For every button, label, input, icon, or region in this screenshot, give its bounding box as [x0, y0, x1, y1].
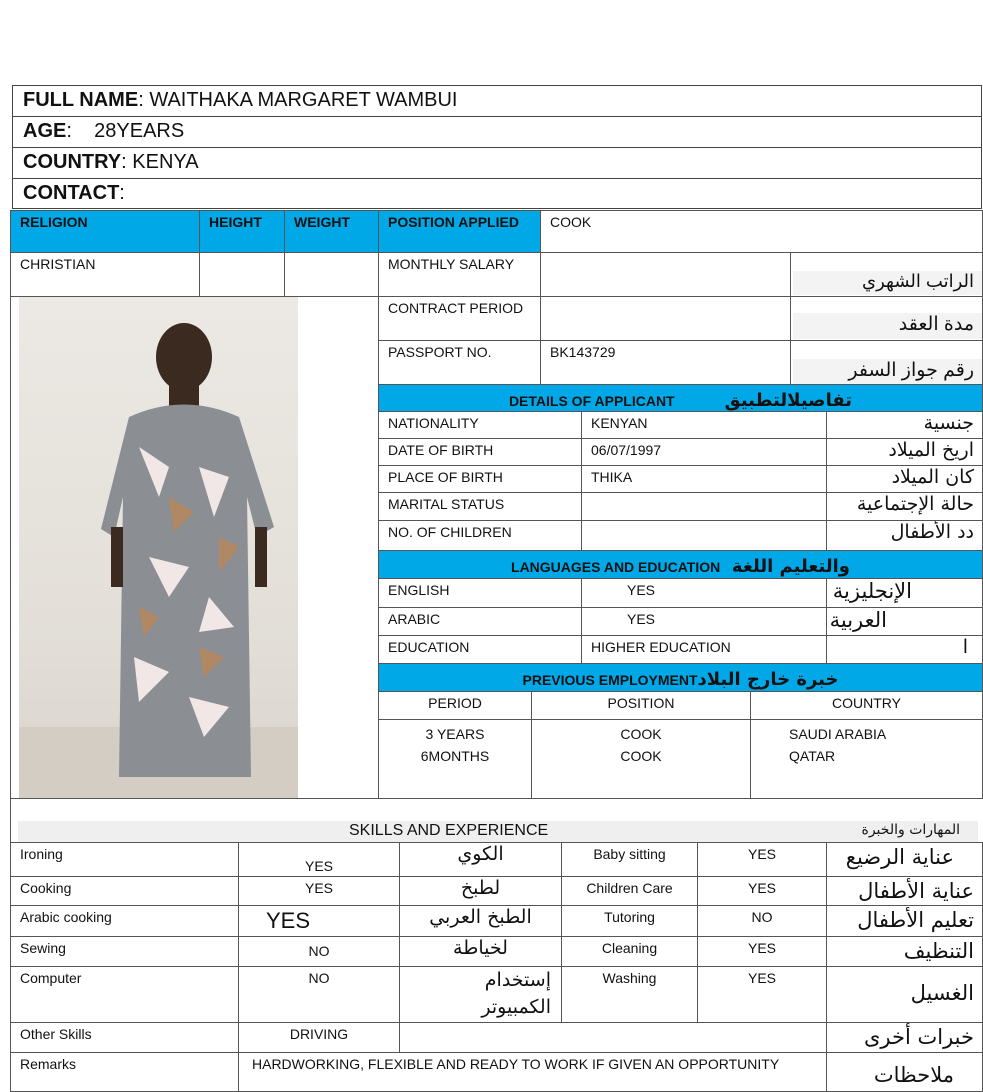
period-header: PERIOD: [378, 691, 532, 720]
children-ar: دد الأطفال: [826, 520, 983, 551]
passport-ar: رقم جواز السفر: [793, 359, 982, 385]
skill2-label: Tutoring: [561, 905, 698, 937]
employment-title-ar: خبرة خارج البلاد: [697, 669, 839, 690]
remarks-ar: ملاحظات: [826, 1052, 983, 1092]
skill-ar: لخياطة: [399, 936, 562, 967]
dob-ar: اريخ الميلاد: [826, 438, 983, 466]
education-value: HIGHER EDUCATION: [581, 635, 827, 664]
country-value: QATAR: [789, 748, 836, 764]
salary-ar: الراتب الشهري: [793, 271, 982, 295]
passport-label: PASSPORT NO.: [378, 340, 541, 385]
religion-value: CHRISTIAN: [10, 252, 200, 297]
languages-title-ar: والتعليم اللغة: [731, 556, 850, 577]
arabic-value: YES: [581, 607, 827, 636]
position-value: COOK: [620, 726, 662, 742]
remarks-label: Remarks: [10, 1052, 239, 1092]
skill-ar: الكوي: [399, 842, 562, 877]
contact-row: CONTACT:: [12, 178, 982, 209]
skill2-value: YES: [697, 936, 827, 967]
skill-label: Computer: [10, 966, 239, 1023]
skill-value: YES: [238, 905, 400, 937]
marital-label: MARITAL STATUS: [378, 492, 582, 521]
other-skills-value: DRIVING: [238, 1022, 400, 1053]
position-value: COOK: [620, 748, 662, 764]
age-value: 28YEARS: [94, 120, 185, 142]
skill2-ar: عناية الرضيع: [826, 842, 983, 877]
emp-country-header: COUNTRY: [750, 691, 983, 720]
marital-ar: حالة الإجتماعية: [826, 492, 983, 521]
nationality-value: KENYAN: [581, 411, 827, 439]
skill2-label: Children Care: [561, 876, 698, 906]
other-skills-ar: خبرات أخرى: [826, 1022, 983, 1053]
pob-label: PLACE OF BIRTH: [378, 465, 582, 493]
age-label: AGE: [23, 120, 67, 142]
other-skills-label: Other Skills: [10, 1022, 239, 1053]
contract-value: [540, 296, 791, 341]
details-title-ar: تفاصيلالتطبيق: [724, 390, 853, 411]
other-skills-extra: [399, 1022, 827, 1053]
languages-header: [378, 550, 983, 579]
skill-ar: الطبخ العربي: [399, 905, 562, 937]
photo-cell: [10, 296, 379, 799]
skill2-value: YES: [697, 842, 827, 877]
skill2-ar: عناية الأطفال: [826, 876, 983, 906]
emp-position-header: POSITION: [531, 691, 751, 720]
salary-value: [540, 252, 791, 297]
languages-title: LANGUAGES AND EDUCATION: [511, 559, 721, 575]
position-header: POSITION APPLIED: [378, 210, 541, 253]
children-value: [581, 520, 827, 551]
contract-ar-cell: [790, 296, 983, 341]
nationality-label: NATIONALITY: [378, 411, 582, 439]
contract-ar: مدة العقد: [793, 313, 982, 339]
weight-value: [284, 252, 379, 297]
skill-value: YES: [238, 842, 400, 877]
education-ar: ا: [826, 635, 983, 664]
nationality-ar: جنسية: [826, 411, 983, 439]
skill2-value: NO: [697, 905, 827, 937]
arabic-label: ARABIC: [378, 607, 582, 636]
employment-periods: [378, 719, 532, 799]
skill-ar: لطبخ: [399, 876, 562, 906]
employment-header: [378, 663, 983, 692]
skill-value: NO: [238, 966, 400, 1023]
skill-label: Ironing: [10, 842, 239, 877]
english-value: YES: [581, 578, 827, 608]
skill-label: Cooking: [10, 876, 239, 906]
full-name-value: WAITHAKA MARGARET WAMBUI: [149, 89, 458, 111]
skill2-label: Washing: [561, 966, 698, 1023]
remarks-value: HARDWORKING, FLEXIBLE AND READY TO WORK IF GIVEN AN OPPORTUNITY: [238, 1052, 827, 1092]
skill2-ar: تعليم الأطفال: [826, 905, 983, 937]
country-value: KENYA: [132, 151, 199, 173]
applicant-photo: [19, 297, 298, 799]
skill2-value: YES: [697, 966, 827, 1023]
country-row: COUNTRY: KENYA: [12, 147, 982, 179]
skill-value: NO: [238, 936, 400, 967]
skill2-ar: التنظيف: [826, 936, 983, 967]
age-row: AGE: 28YEARS: [12, 116, 982, 148]
english-ar: الإنجليزية: [826, 578, 983, 608]
employment-positions: [531, 719, 751, 799]
skill-ar: إستخدام الكمبيوتر: [399, 966, 562, 1023]
pob-value: THIKA: [581, 465, 827, 493]
dob-label: DATE OF BIRTH: [378, 438, 582, 466]
height-header: HEIGHT: [199, 210, 285, 253]
arabic-ar: العربية: [826, 607, 983, 636]
employment-countries: [750, 719, 983, 799]
full-name-row: FULL NAME: WAITHAKA MARGARET WAMBUI: [12, 85, 982, 117]
skill2-label: Baby sitting: [561, 842, 698, 877]
country-label: COUNTRY: [23, 151, 122, 173]
skill-label: Sewing: [10, 936, 239, 967]
pob-ar: كان الميلاد: [826, 465, 983, 493]
period-value: 3 YEARS: [425, 726, 485, 742]
weight-header: WEIGHT: [284, 210, 379, 253]
dob-value: 06/07/1997: [581, 438, 827, 466]
skill2-label: Cleaning: [561, 936, 698, 967]
contact-label: CONTACT: [23, 182, 120, 204]
full-name-label: FULL NAME: [23, 89, 139, 111]
skills-title: SKILLS AND EXPERIENCE: [349, 822, 549, 839]
salary-label: MONTHLY SALARY: [378, 252, 541, 297]
skills-header: [18, 821, 978, 842]
country-value: SAUDI ARABIA: [789, 726, 887, 742]
skill-label: Arabic cooking: [10, 905, 239, 937]
skills-title-ar: المهارات والخبرة: [861, 822, 960, 838]
details-header: [378, 384, 983, 412]
details-title: DETAILS OF APPLICANT: [508, 393, 675, 409]
skill2-ar: الغسيل: [826, 966, 983, 1023]
height-value: [199, 252, 285, 297]
position-value: COOK: [540, 210, 983, 253]
education-label: EDUCATION: [378, 635, 582, 664]
employment-title: PREVIOUS EMPLOYMENT: [522, 672, 698, 688]
marital-value: [581, 492, 827, 521]
english-label: ENGLISH: [378, 578, 582, 608]
person-figure-icon: [19, 297, 298, 799]
period-value: 6MONTHS: [420, 748, 490, 764]
religion-header: RELIGION: [10, 210, 200, 253]
contract-label: CONTRACT PERIOD: [378, 296, 541, 341]
children-label: NO. OF CHILDREN: [378, 520, 582, 551]
passport-ar-cell: [790, 340, 983, 385]
skill2-value: YES: [697, 876, 827, 906]
skill-value: YES: [238, 876, 400, 906]
passport-value: BK143729: [540, 340, 791, 385]
salary-ar-cell: [790, 252, 983, 297]
